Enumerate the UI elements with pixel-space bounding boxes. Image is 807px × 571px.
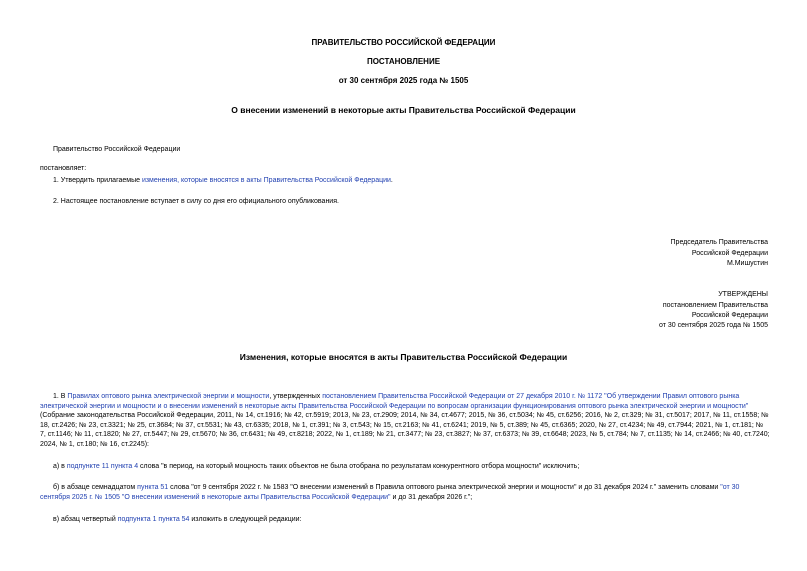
org-heading: ПРАВИТЕЛЬСТВО РОССИЙСКОЙ ФЕДЕРАЦИИ bbox=[311, 38, 496, 47]
paragraph-1: 1. В Правилах оптового рынка электрической энергии и мощности, утвержденных постановлением Правительства Российской Федерации от 27 декабря 2010 г. № 1172 "Об утверждении Правил оптового рынка электрической энергии и мощности и о внесении изменений в некоторые акты Правительства Российской Федерации по вопросам организации функционирования оптового рынка электрической энергии и мощности" (Собрание законодательства Российской Федерации, 2011, № 14, ст.1916; № 42, ст.5919; 2013, № 23, ст.2909; 2014, № 34, ст.4677; 2015, № 36, ст.5034; № 45, ст.6256; 2016, № 2, ст.329; № 31, ст.5017; 2017, № 11, ст.1558; № 18, ст.2426; № 23, ст.3321; № 25, ст.3684; № 37, ст.5531; № 43, ст.6335; 2018, № 1, ст.391; № 3, ст.543; № 15, ст.2163; № 41, ст.6241; 2019, № 5, ст.389; № 45, ст.6365; 2020, № 27, ст.4234; № 49, ст.7944; 2021, № 1, ст.181; № 7, ст.1146; № 11, ст.1820; № 27, ст.5447; № 29, ст.5670; № 36, ст.6431; № 49, ст.8218; 2022, № 1, ст.189; № 21, ст.3477; № 23, ст.3827; № 37, ст.6373; № 39, ст.6648; 2023, № 5, ст.784; № 7, ст.1135; № 14, ст.2466; № 40, ст.7240; 2024, № 1, ст.180; № 16, ст.2245): bbox=[40, 393, 770, 448]
paragraph-b: б) в абзаце семнадцатом пункта 51 слова "от 9 сентября 2022 г. № 1583 "О внесении изменений в Правила оптового рынка электрической энергии и мощности" и до 31 декабря 2024 г." заменить словами "от 30 сентября 2025 г. № 1505 "О внесении изменений в некоторые акты Правительства Российской Федерации" и до 31 декабря 2026 г."; bbox=[40, 484, 740, 501]
approval-line4: от 30 сентября 2025 года № 1505 bbox=[658, 322, 768, 329]
signature-position-line2: Российской Федерации bbox=[691, 250, 768, 257]
approval-line1: УТВЕРЖДЕНЫ bbox=[718, 291, 768, 298]
signature-position-line1: Председатель Правительства bbox=[670, 239, 768, 246]
approval-line2: постановлением Правительства bbox=[662, 302, 768, 309]
paragraph-c: в) абзац четвертый подпункта 1 пункта 54 изложить в следующей редакции: bbox=[53, 516, 302, 523]
decree-1172-link[interactable]: постановлением Правительства Российской Федерации от 27 декабря 2010 г. № 1172 "Об утверждении Правил оптового рынка электрической энергии и мощности и о внесении изменений в некоторые акты Правительства Российской Федерации по вопросам организации функционирования оптового рынка электрической энергии и мощности" bbox=[40, 393, 749, 410]
approval-line3: Российской Федерации bbox=[691, 312, 768, 319]
changes-title: Изменения, которые вносятся в акты Правительства Российской Федерации bbox=[239, 352, 568, 362]
item-2: 2. Настоящее постановление вступает в силу со дня его официального опубликования. bbox=[53, 198, 339, 205]
changes-link[interactable]: изменения, которые вносятся в акты Правительства Российской Федерации bbox=[141, 177, 391, 184]
signature-name: М.Мишустин bbox=[726, 260, 768, 267]
clause-51-link[interactable]: пункта 51 bbox=[137, 484, 169, 491]
issuer-text: Правительство Российской Федерации bbox=[53, 146, 181, 153]
rules-link[interactable]: Правилах оптового рынка электрической энергии и мощности bbox=[67, 393, 270, 400]
doc-type-heading: ПОСТАНОВЛЕНИЕ bbox=[366, 57, 441, 66]
subclause-1-clause-54-link[interactable]: подпункта 1 пункта 54 bbox=[117, 516, 190, 523]
item-1: 1. Утвердить прилагаемые изменения, которые вносятся в акты Правительства Российской Федерации. bbox=[53, 177, 393, 184]
doc-title: О внесении изменений в некоторые акты Правительства Российской Федерации bbox=[231, 105, 576, 115]
subclause-11-link[interactable]: подпункте 11 пункта 4 bbox=[66, 463, 139, 470]
doc-date-number: от 30 сентября 2025 года № 1505 bbox=[338, 76, 469, 85]
decrees-text: постановляет: bbox=[40, 165, 87, 172]
paragraph-a: а) в подпункте 11 пункта 4 слова "в период, на который мощность таких объектов не была отобрана по результатам конкурентного отбора мощности" исключить; bbox=[53, 463, 580, 470]
decree-1505-link[interactable]: "от 30 сентября 2025 г. № 1505 "О внесении изменений в некоторые акты Правительства Российской Федерации" bbox=[40, 484, 740, 501]
